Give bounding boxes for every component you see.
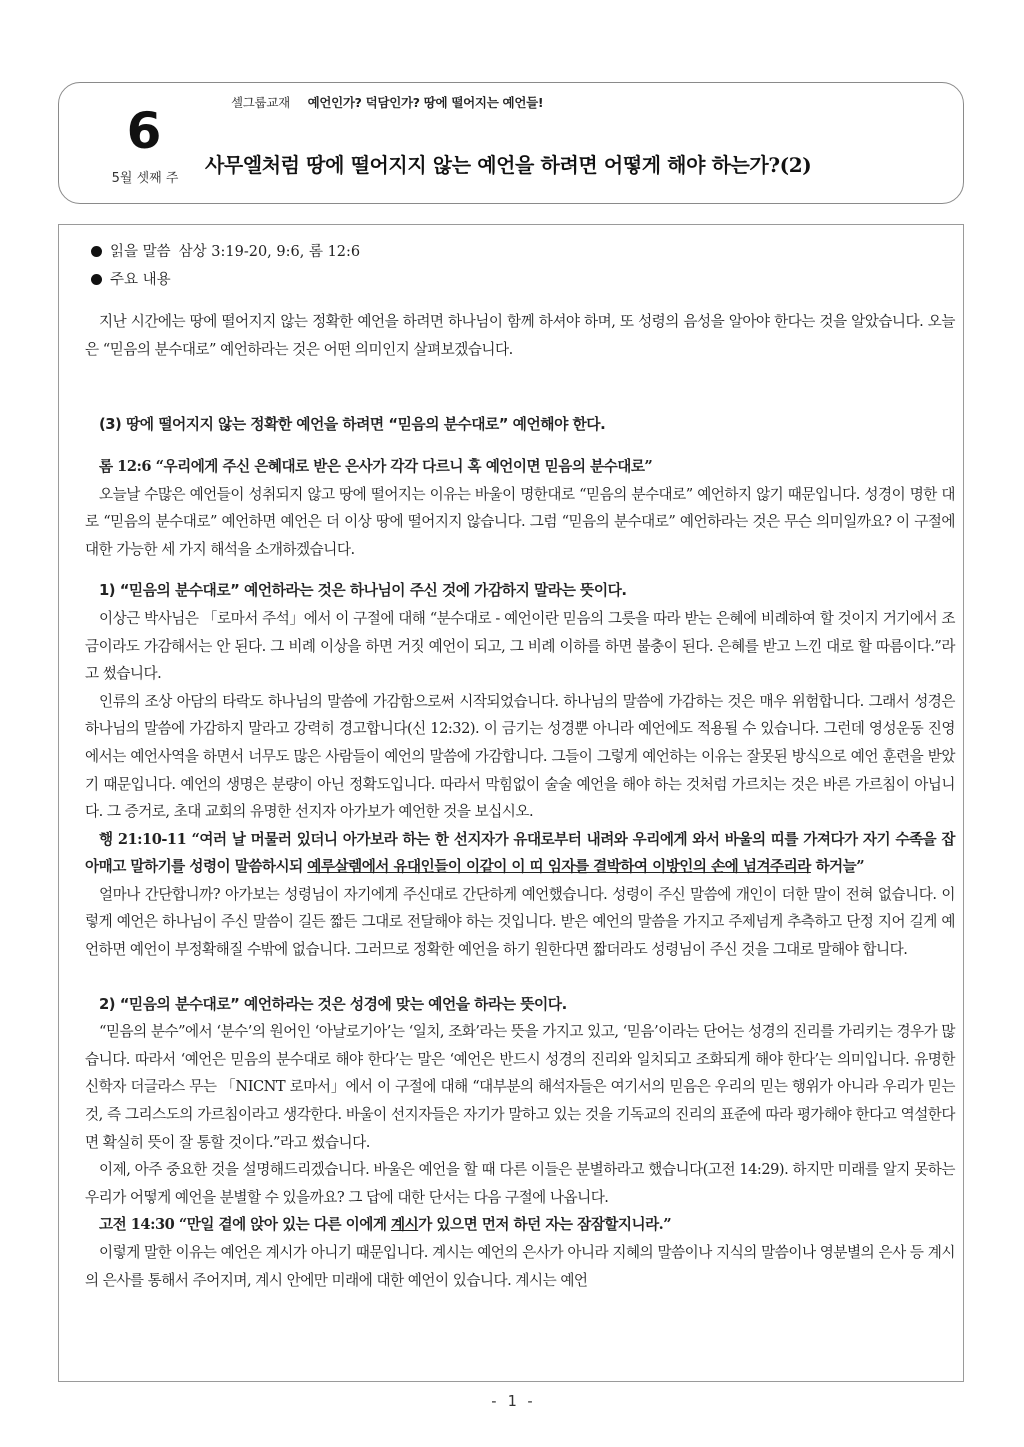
week-label: 5월 셋째 주 [111, 171, 179, 186]
bullet-icon [91, 274, 102, 285]
reading-line [85, 239, 955, 267]
reading-value: 삼상 3:19-20, 9:6, 롬 12:6 [178, 244, 361, 260]
content-label: 주요 내용 [110, 271, 171, 288]
series-line [231, 93, 543, 111]
intro-paragraph: 지난 시간에는 땅에 떨어지지 않는 정확한 예언을 하려면 하나님이 함께 하셔야 하며, 또 성령의 음성을 알아야 한다는 것을 알았습니다. 오늘은 “믿음의 분수대로” 예언하라는 것은 어떤 의미인지 살펴보겠습니다. [85, 313, 955, 358]
bullet-icon [91, 246, 102, 257]
paragraph-a: 오늘날 수많은 예언들이 성취되지 않고 땅에 떨어지는 이유는 바울이 명한대로 “믿음의 분수대로” 예언하지 않기 때문입니다. 성경이 명한 대로 “믿음의 분수대로” 예언하면 예언은 더 이상 땅에 떨어지지 않습니다. 그럼 “믿음의 분수대로” 예언하라는 것은 무슨 의미일까요? 이 구절에 대한 가능한 세 가지 해석을 소개하겠습니다. [85, 485, 955, 558]
content-box [58, 224, 964, 1382]
paragraph-c: 인류의 조상 아담의 타락도 하나님의 말씀에 가감함으로써 시작되었습니다. 하나님의 말씀에 가감하는 것은 매우 위험합니다. 그래서 성경은 하나님의 말씀에 가감하지 말라고 강력히 경고합니다(신 12:32). 이 금기는 성경뿐 아니라 예언에도 적용될 수 있습니다. 그런데 영성운동 진영에서는 예언사역을 하면서 너무도 많은 사람들이 예언의 말씀에 가감합니다. 그들이 그렇게 예언하는 이유는 잘못된 방식으로 예언 훈련을 받았기 때문입니다. 예언의 생명은 분량이 아닌 정확도입니다. 따라서 막힘없이 술술 예언을 해야 하는 것처럼 가르치는 것은 바른 가르침이 아닙니다. 그 증거로, 초대 교회의 유명한 선지자 아가보가 예언한 것을 보십시오. [85, 692, 955, 821]
cor-verse-text-a: 고전 14:30 “만일 곁에 앉아 있는 다른 이에게 [99, 1216, 392, 1234]
lesson-header [58, 82, 964, 204]
corinthians-verse [85, 1211, 955, 1239]
acts-verse [85, 826, 955, 881]
subsection-1-heading: 1) “믿음의 분수대로” 예언하라는 것은 하나님이 주신 것에 가감하지 말라는 뜻이다. [99, 582, 627, 600]
lesson-number: 6 [126, 102, 162, 160]
acts-verse-underlined: 예루살렘에서 유대인들이 이같이 이 띠 임자를 결박하여 이방인의 손에 넘겨주리라 [307, 858, 811, 876]
paragraph-f: 이제, 아주 중요한 것을 설명해드리겠습니다. 바울은 예언을 할 때 다른 이들은 분별하라고 했습니다(고전 14:29). 하지만 미래를 알지 못하는 우리가 어떻게 예언을 분별할 수 있을까요? 그 답에 대한 단서는 다음 구절에 나옵니다. [85, 1161, 955, 1206]
acts-verse-text-b: 하거늘” [810, 858, 865, 876]
paragraph-g: 이렇게 말한 이유는 예언은 계시가 아니기 때문입니다. 계시는 예언의 은사가 아니라 지혜의 말씀이나 지식의 말씀이나 영분별의 은사 등 계시의 은사를 통해서 주어지며, 계시 안에만 미래에 대한 예언이 있습니다. 계시는 예언 [85, 1244, 955, 1289]
acts-verse-text-a: 행 21:10-11 “여러 날 머물러 있더니 아가보라 하는 한 선지자가 유대로부터 내려와 우리에게 와서 바울의 띠를 가져다가 자기 수족을 잡아매고 말하기를 성령이 말씀하시되 [85, 830, 955, 876]
content-line [85, 267, 955, 295]
page-title: 사무엘처럼 땅에 떨어지지 않는 예언을 하려면 어떻게 해야 하는가?(2) [205, 153, 812, 177]
reading-label: 읽을 말씀 [110, 244, 171, 260]
series-name: 셀그룹교재 [231, 95, 290, 110]
paragraph-b: 이상근 박사님은 「로마서 주석」에서 이 구절에 대해 “분수대로 - 예언이란 믿음의 그릇을 따라 받는 은혜에 비례하여 할 것이지 거기에서 조금이라도 가감해서는 안 된다. 그 비례 이상을 하면 거짓 예언이 되고, 그 비례 이하를 하면 불충이 된다. 은혜를 받고 느낀 대로 할 따름이다.”라고 썼습니다. [85, 609, 955, 683]
romans-verse: 롬 12:6 “우리에게 주신 은혜대로 받은 은사가 각각 다르니 혹 예언이면 믿음의 분수대로” [99, 457, 653, 475]
subsection-2-heading: 2) “믿음의 분수대로” 예언하라는 것은 성경에 맞는 예언을 하라는 뜻이다. [99, 995, 567, 1013]
cor-verse-underlined: 계시 [391, 1216, 419, 1234]
series-title: 예언인가? 덕담인가? 땅에 떨어지는 예언들! [307, 95, 544, 110]
cor-verse-text-b: 가 있으면 먼저 하던 자는 잠잠할지니라.” [418, 1216, 672, 1234]
paragraph-e: “믿음의 분수”에서 ‘분수’의 원어인 ‘아날로기아’는 ‘일치, 조화’라는 뜻을 가지고 있고, ‘믿음’이라는 단어는 성경의 진리를 가리키는 경우가 많습니다. 따라서 ‘예언은 믿음의 분수대로 해야 한다’는 말은 ‘예언은 반드시 성경의 진리와 일치되고 조화되게 해야 한다’는 의미입니다. 유명한 신학자 더글라스 무는 「NICNT 로마서」에서 이 구절에 대해 “대부분의 해석자들은 여기서의 믿음은 우리의 믿는 행위가 아니라 우리가 믿는 것, 즉 그리스도의 가르침이라고 생각한다. 바울이 선지자들은 자기가 말하고 있는 것을 기독교의 진리의 표준에 따라 평가해야 한다고 역설한다면 확실히 뜻이 잘 통할 것이다.”라고 썼습니다. [85, 1023, 955, 1151]
page-number: - 1 - [489, 1392, 535, 1410]
paragraph-d: 얼마나 간단합니까? 아가보는 성령님이 자기에게 주신대로 간단하게 예언했습니다. 성령이 주신 말씀에 개인이 더한 말이 전혀 없습니다. 이렇게 예언은 하나님이 주신 말씀이 길든 짧든 그대로 전달해야 하는 것입니다. 받은 예언의 말씀을 가지고 주제넘게 추측하고 단정 지어 길게 예언하면 예언이 부정확해질 수밖에 없습니다. 그러므로 정확한 예언을 하기 원한다면 짧더라도 성령님이 주신 것을 그대로 말해야 합니다. [85, 885, 955, 959]
content-body [85, 239, 955, 1294]
section-3-heading: (3) 땅에 떨어지지 않는 정확한 예언을 하려면 “믿음의 분수대로” 예언해야 한다. [99, 416, 606, 434]
